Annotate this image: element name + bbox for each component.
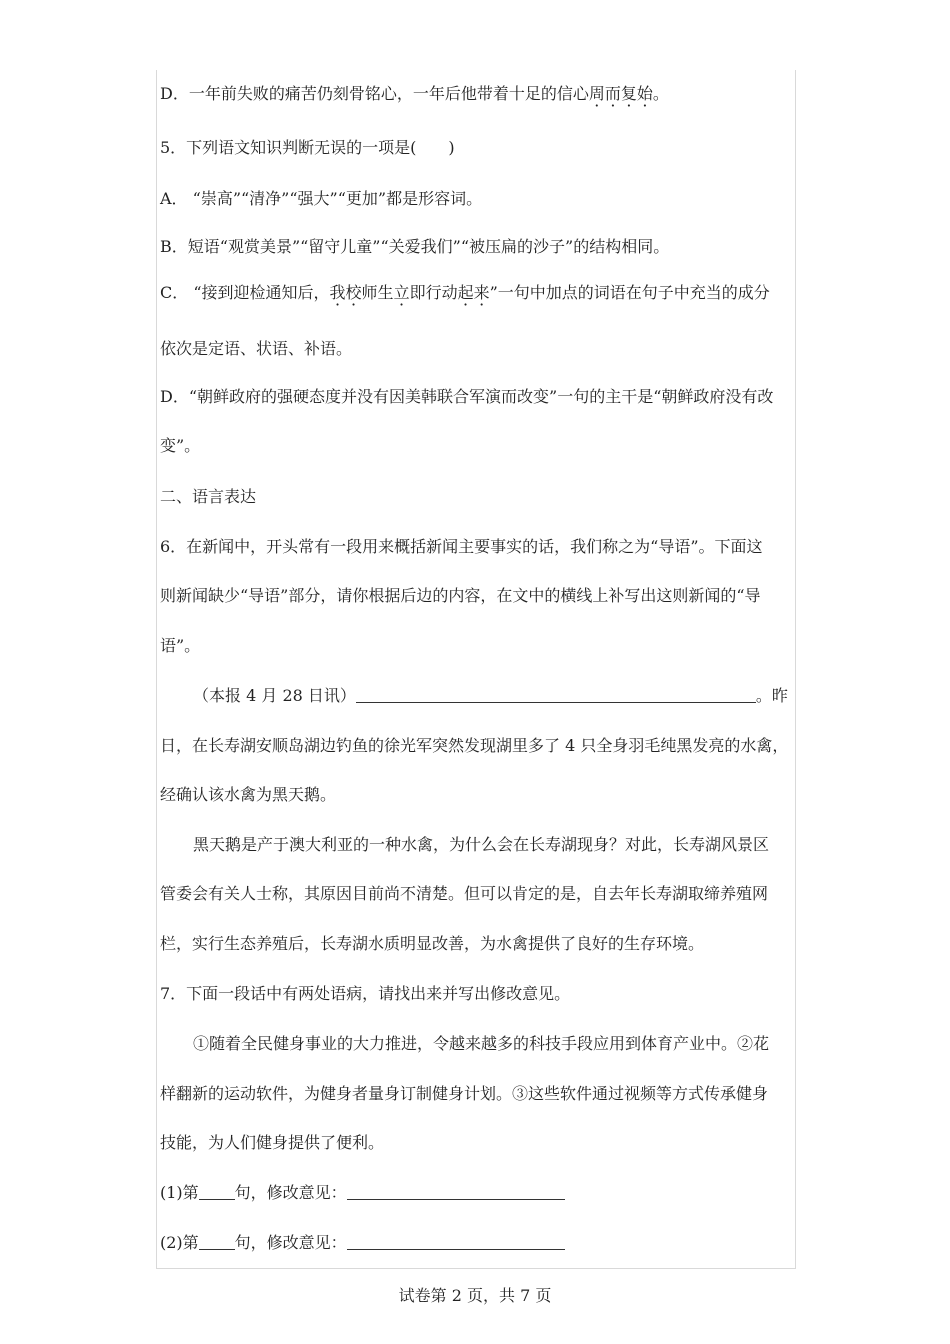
emphasis-char: 起: [457, 283, 474, 302]
q6-stem-line3: 语”。: [160, 636, 201, 655]
q7-passage-line2: 样翻新的运动软件，为健身者量身订制健身计划。③这些软件通过视频等方式传承健身: [160, 1084, 769, 1103]
news-continuation: 。昨: [755, 686, 788, 705]
q5-option-c-text: 师生: [361, 283, 394, 302]
q6-stem-line1: 6．在新闻中，开头常有一段用来概括新闻主要事实的话，我们称之为“导语”。下面这: [160, 537, 763, 556]
emphasis-char: 立: [393, 283, 410, 302]
q7-passage-line3: 技能，为人们健身提供了便利。: [160, 1133, 385, 1152]
answer-label: 句，修改意见：: [234, 1233, 347, 1252]
emphasis-char: 来: [473, 283, 490, 302]
q5-option-c: [160, 283, 770, 303]
sentence-number-blank[interactable]: [199, 1183, 235, 1200]
q5-option-d-line2: 变”。: [160, 436, 201, 455]
q6-news-p2-line2: 管委会有关人士称，其原因目前尚不清楚。但可以肯定的是，自去年长寿湖取缔养殖网: [160, 884, 769, 903]
section-title: 二、语言表达: [160, 487, 257, 506]
q7-stem: 7．下面一段话中有两处语病，请找出来并写出修改意见。: [160, 984, 571, 1003]
q5-option-d-line1: D．“朝鲜政府的强硬态度并没有因美韩联合军演而改变”一句的主干是“朝鲜政府没有改: [160, 387, 774, 406]
q6-news-line2: 日，在长寿湖安顺岛湖边钓鱼的徐光军突然发现湖里多了 4 只全身羽毛纯黑发亮的水禽，: [160, 736, 789, 755]
q4-option-d: [160, 84, 669, 104]
page-footer: 试卷第 2 页，共 7 页: [398, 1286, 552, 1305]
q6-news-p2-line3: 栏，实行生态养殖后，长寿湖水质明显改善，为水禽提供了良好的生存环境。: [160, 934, 705, 953]
emphasis-char: 始: [636, 84, 653, 103]
q5-stem: 5．下列语文知识判断无误的一项是( ): [160, 138, 455, 157]
q6-news-line1: [193, 686, 788, 706]
revision-blank[interactable]: [347, 1183, 565, 1200]
sentence-number-blank[interactable]: [199, 1233, 235, 1250]
revision-blank[interactable]: [347, 1233, 565, 1250]
emphasis-char: 而: [604, 84, 621, 103]
answer-blank[interactable]: [356, 686, 756, 703]
answer-label: 句，修改意见：: [234, 1183, 347, 1202]
q7-answer-1: [160, 1183, 565, 1203]
q5-option-a: A． “崇高”“清净”“强大”“更加”都是形容词。: [160, 189, 483, 208]
emphasis-char: 校: [345, 283, 362, 302]
emphasis-char: 我: [329, 283, 346, 302]
q5-option-c-text: 即行动: [409, 283, 458, 302]
q6-stem-line2: 则新闻缺少“导语”部分，请你根据后边的内容，在文中的横线上补写出这则新闻的“导: [160, 586, 761, 605]
q5-option-c-text: ”一句中加点的词语在句子中充当的成分: [489, 283, 770, 302]
q6-news-line3: 经确认该水禽为黑天鹅。: [160, 785, 337, 804]
answer-label: (2)第: [160, 1233, 199, 1252]
q6-news-p2-line1: 黑天鹅是产于澳大利亚的一种水禽，为什么会在长寿湖现身？对此，长寿湖风景区: [193, 835, 770, 854]
news-dateline: （本报 4 月 28 日讯）: [193, 686, 356, 705]
q7-passage-line1: ①随着全民健身事业的大力推进，令越来越多的科技手段应用到体育产业中。②花: [193, 1034, 770, 1053]
q5-option-c-text: C． “接到迎检通知后，: [160, 283, 330, 302]
q5-option-c-line2: 依次是定语、状语、补语。: [160, 339, 353, 358]
emphasis-char: 复: [620, 84, 637, 103]
answer-label: (1)第: [160, 1183, 199, 1202]
q7-answer-2: [160, 1233, 565, 1253]
q5-option-b: B．短语“观赏美景”“留守儿童”“关爱我们”“被压扁的沙子”的结构相同。: [160, 237, 670, 256]
punctuation: 。: [652, 84, 669, 103]
emphasis-char: 周: [588, 84, 605, 103]
q4-option-d-text: D．一年前失败的痛苦仍刻骨铭心，一年后他带着十足的信心: [160, 84, 589, 103]
